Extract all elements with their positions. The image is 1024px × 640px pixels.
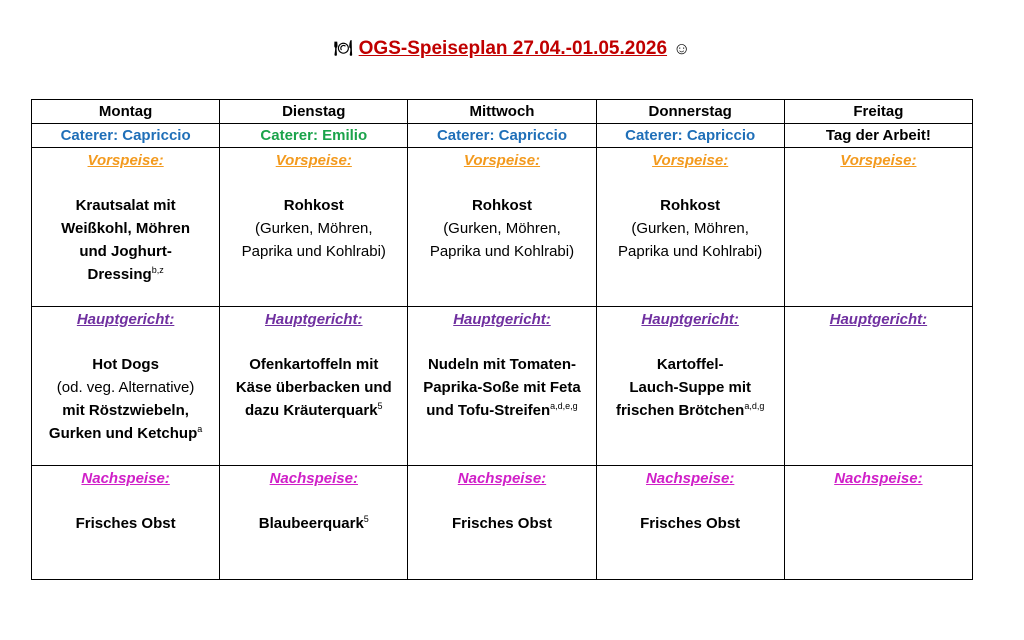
main-dish: Hot Dogs (od. veg. Alternative) mit Röstzwiebeln, Gurken und Ketchup$^a$ — [48, 356, 203, 442]
dessert-heading: Nachspeise: — [457, 470, 547, 487]
starter-cell-thursday — [596, 148, 784, 307]
starter-cell-monday — [32, 148, 220, 307]
main-cell-monday — [32, 307, 220, 466]
caterer-tuesday: Caterer: Emilio — [220, 124, 408, 148]
main-heading: Hauptgericht: — [76, 311, 175, 328]
plate-cutlery-icon: 🍽 — [333, 40, 353, 57]
main-cell-friday — [784, 307, 972, 466]
main-heading: Hauptgericht: — [453, 311, 551, 328]
main-row — [32, 307, 973, 466]
allergen-note: a — [197, 424, 203, 434]
title-text: OGS-Speiseplan 27.04.-01.05.2026 — [358, 38, 668, 59]
main-cell-thursday — [596, 307, 784, 466]
day-wednesday: Mittwoch — [408, 100, 596, 124]
main-heading: Hauptgericht: — [641, 311, 739, 328]
starter-dish: Rohkost (Gurken, Möhren, Paprika und Kohlrabi) — [429, 197, 575, 260]
allergen-note: b,z — [151, 265, 164, 275]
dessert-cell-thursday — [596, 466, 784, 580]
caterer-row — [32, 124, 973, 148]
dessert-heading: Nachspeise: — [645, 470, 735, 487]
allergen-note: 5 — [377, 401, 383, 411]
starter-cell-friday — [784, 148, 972, 307]
dessert-dish: Frisches Obst — [640, 515, 741, 532]
page-title — [0, 38, 1024, 60]
caterer-thursday: Caterer: Capriccio — [596, 124, 784, 148]
caterer-friday: Tag der Arbeit! — [784, 124, 972, 148]
main-heading: Hauptgericht: — [265, 311, 363, 328]
dessert-dish: Blaubeerquark$^5$ — [258, 514, 369, 532]
menu-table — [31, 99, 973, 580]
starter-dish: Rohkost (Gurken, Möhren, Paprika und Kohlrabi) — [618, 197, 763, 260]
starter-cell-tuesday — [220, 148, 408, 307]
starter-cell-wednesday — [408, 148, 596, 307]
day-friday: Freitag — [784, 100, 972, 124]
main-dish: Kartoffel- Lauch-Suppe mit frischen Brötchen$^{a,d,g}$ — [615, 356, 765, 419]
dessert-dish: Frisches Obst — [451, 515, 552, 532]
main-heading: Hauptgericht: — [829, 311, 928, 328]
dessert-cell-friday — [784, 466, 972, 580]
main-cell-wednesday — [408, 307, 596, 466]
dessert-heading: Nachspeise: — [81, 470, 170, 487]
dessert-cell-wednesday — [408, 466, 596, 580]
starter-heading: Vorspeise: — [463, 152, 541, 169]
dessert-dish: Frisches Obst — [75, 515, 176, 532]
starter-heading: Vorspeise: — [652, 152, 729, 169]
starter-dish: Rohkost (Gurken, Möhren, Paprika und Kohlrabi) — [241, 197, 386, 260]
starter-row — [32, 148, 973, 307]
day-tuesday: Dienstag — [220, 100, 408, 124]
allergen-note: a,d,e,g — [550, 401, 578, 411]
starter-heading: Vorspeise: — [275, 152, 352, 169]
starter-dish: Krautsalat mit Weißkohl, Möhren und Joghurt- Dressing$^{b,z}$ — [61, 197, 191, 283]
allergen-note: 5 — [363, 514, 369, 524]
smiley-icon: ☺ — [673, 39, 691, 58]
day-thursday: Donnerstag — [596, 100, 784, 124]
starter-heading: Vorspeise: — [87, 152, 164, 169]
caterer-wednesday: Caterer: Capriccio — [408, 124, 596, 148]
main-cell-tuesday — [220, 307, 408, 466]
dessert-heading: Nachspeise: — [269, 470, 358, 487]
dessert-row — [32, 466, 973, 580]
main-dish: Nudeln mit Tomaten- Paprika-Soße mit Feta und Tofu-Streifen$^{a,d,e,g}$ — [423, 356, 581, 419]
caterer-monday: Caterer: Capriccio — [32, 124, 220, 148]
allergen-note: a,d,g — [744, 401, 765, 411]
starter-heading: Vorspeise: — [840, 152, 917, 169]
dessert-cell-monday — [32, 466, 220, 580]
day-monday: Montag — [32, 100, 220, 124]
dessert-heading: Nachspeise: — [834, 470, 923, 487]
main-dish: Ofenkartoffeln mit Käse überbacken und dazu Kräuterquark$^5$ — [235, 356, 392, 419]
dessert-cell-tuesday — [220, 466, 408, 580]
day-header-row — [32, 100, 973, 124]
